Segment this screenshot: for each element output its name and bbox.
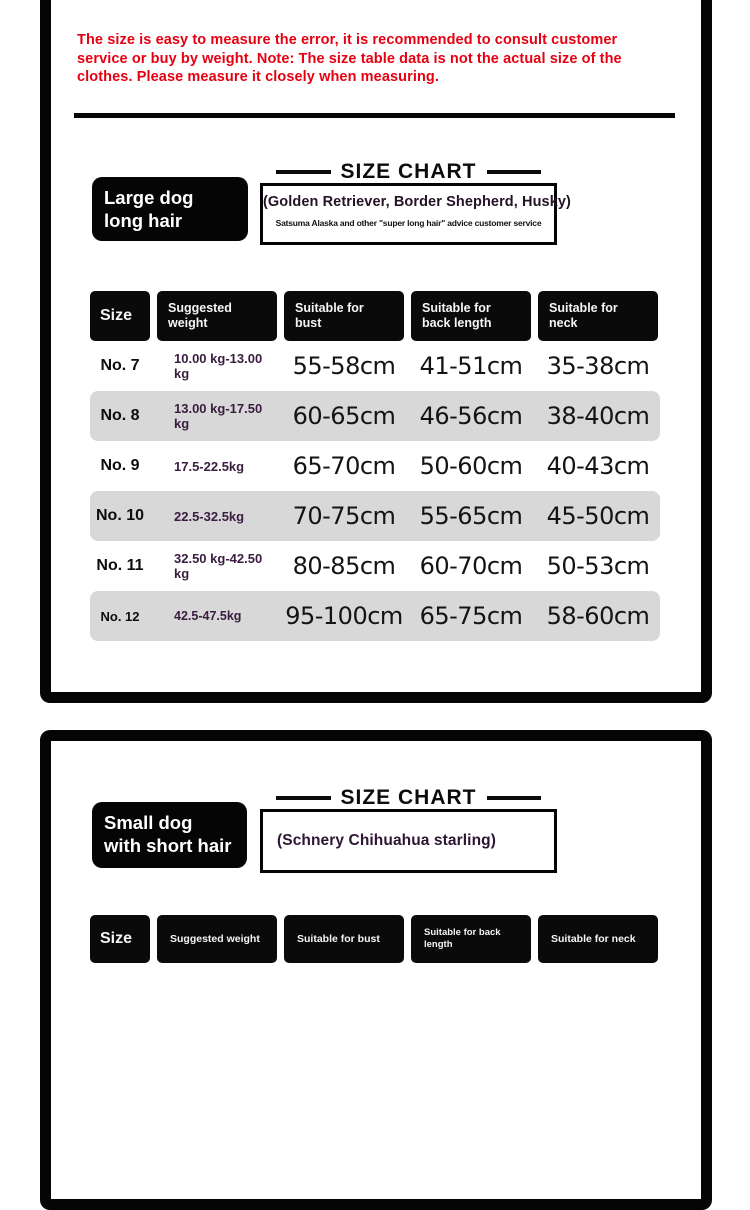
table-row [90,391,660,441]
header-suggested-weight: Suggested weight [157,915,277,963]
breed-box-large [260,183,571,245]
bust-cell: 95-100cm [285,602,403,630]
size-cell: No. 10 [95,507,144,524]
table-row [90,441,660,491]
size-chart-header-small [260,787,557,873]
size-cell: No. 9 [100,457,140,474]
back-length-cell: 50-60cm [419,452,523,480]
badge-line: long hair [104,210,183,231]
header-size: Size [90,915,150,963]
size-cell: No. 11 [96,557,144,574]
breed-box-small [260,809,557,873]
neck-cell: 58-60cm [546,602,650,630]
badge-small-dog-short-hair [92,802,247,868]
table-row [90,341,660,391]
header-size: Size [90,291,150,341]
neck-cell: 38-40cm [546,402,650,430]
weight-cell: 42.5-47.5kg [174,608,242,623]
neck-cell: 50-53cm [546,552,650,580]
breed-list: (Golden Retriever, Border Shepherd, Husky) [263,194,571,210]
neck-cell: 45-50cm [546,502,650,530]
table-row [90,541,660,591]
size-cell: No. 7 [100,357,140,374]
header-suitable-neck: Suitable for neck [538,291,658,341]
size-chart-title-row [260,161,557,183]
bust-cell: 80-85cm [292,552,396,580]
weight-cell: 17.5-22.5kg [174,458,245,474]
back-length-cell: 55-65cm [419,502,523,530]
header-suitable-bust: Suitable for bust [284,915,404,963]
neck-cell: 40-43cm [546,452,650,480]
back-length-cell: 65-75cm [419,602,523,630]
weight-cell: 22.5-32.5kg [174,508,245,524]
divider-line [74,113,675,118]
title-dash-right [487,170,542,174]
back-length-cell: 60-70cm [419,552,523,580]
header-suitable-neck: Suitable for neck [538,915,658,963]
title-dash-left [276,170,331,174]
header-suggested-weight: Suggested weight [157,291,277,341]
table-row [90,591,660,641]
size-chart-title: SIZE CHART [340,160,477,183]
neck-cell: 35-38cm [546,352,650,380]
size-cell: No. 12 [100,608,140,624]
table-header-row [90,291,660,341]
badge-line: with short hair [104,835,232,856]
title-dash-left [276,796,331,800]
weight-cell: 32.50 kg-42.50 kg [174,551,263,581]
table-header-row [90,915,660,963]
size-table-small [90,915,660,963]
breed-note: Satsuma Alaska and other "super long hair" advice customer service [275,218,542,228]
table-row [90,491,660,541]
bust-cell: 70-75cm [292,502,396,530]
bust-cell: 60-65cm [292,402,396,430]
header-suitable-back-length: Suitable for back length [411,291,531,341]
badge-line: Large dog [104,187,194,208]
bust-cell: 65-70cm [292,452,396,480]
size-chart-header-large [260,160,571,245]
warning-text: The size is easy to measure the error, it is recommended to consult customer service or buy by weight. Note: The size table data is not the actual size of the clothes. Please measure it closely when measuring. [77,32,622,85]
weight-cell: 10.00 kg-13.00 kg [174,351,263,381]
back-length-cell: 46-56cm [419,402,523,430]
badge-line: Small dog [104,812,193,833]
back-length-cell: 41-51cm [419,352,523,380]
size-chart-title-row [260,787,557,809]
breed-list: (Schnery Chihuahua starling) [277,832,496,849]
size-table-large [90,291,660,641]
badge-large-dog-long-hair [92,177,248,241]
header-suitable-back-length: Suitable for back length [411,915,531,963]
size-chart-title: SIZE CHART [340,786,477,809]
header-suitable-bust: Suitable for bust [284,291,404,341]
title-dash-right [487,796,542,800]
size-cell: No. 8 [100,407,140,424]
weight-cell: 13.00 kg-17.50 kg [174,401,263,431]
bust-cell: 55-58cm [292,352,396,380]
